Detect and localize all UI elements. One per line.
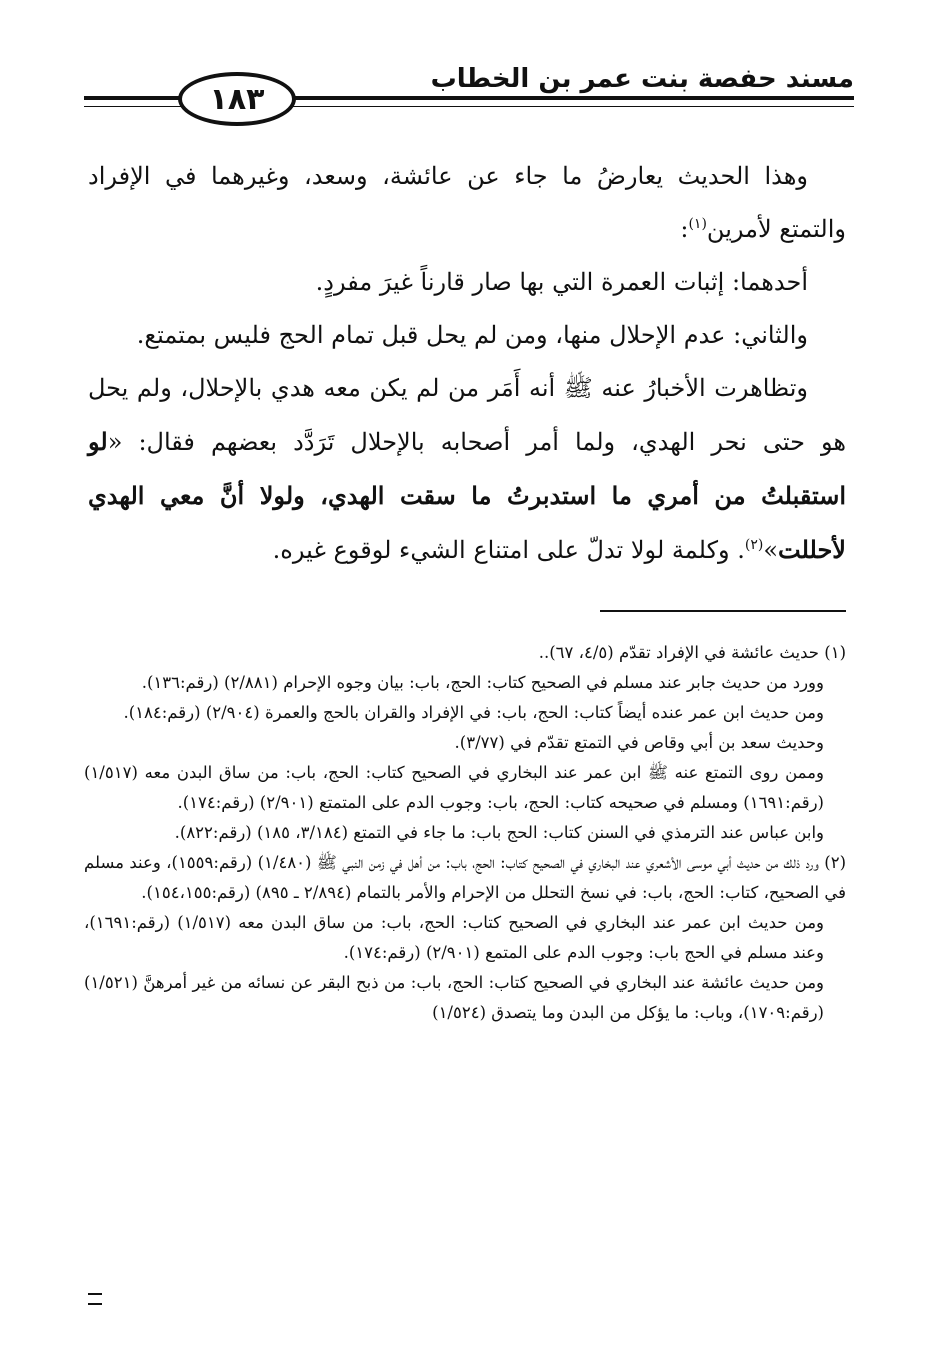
footnote-1-ibn-umar: ومن حديث ابن عمر عنده أيضاً كتاب: الحج، باب: في الإفراد والقران بالحج والعمرة (٢/٩٠٤) (رقم:١٨٤). — [123, 703, 824, 722]
continuation-mark — [88, 1293, 102, 1305]
header-title: مسند حفصة بنت عمر بن الخطاب — [430, 64, 854, 94]
footnote-separator — [600, 610, 846, 612]
paragraph-4-intro: وتظاهرت الأخبارُ عنه ﷺ أنه أَمَر من لم يكن معه هدي بالإحلال، ولم يحل هو حتى نحر الهدي، ولما أمر أصحابه بالإحلال تَرَدَّد بعضهم فقال: « — [88, 374, 847, 456]
paragraph-4-end: . وكلمة لولا تدلّ على امتناع الشيء لوقوع غيره. — [272, 536, 745, 564]
running-header — [84, 60, 854, 130]
paragraph-1-text: وهذا الحديث يعارضُ ما جاء عن عائشة، وسعد، وغيرهما في الإفراد والتمتع لأمرين — [88, 162, 846, 243]
footnote-2-ibn-umar: ومن حديث ابن عمر عند البخاري في الصحيح كتاب: الحج، باب: من ساق البدن معه (١/٥١٧) (رقم:١٦٩١)، وعند مسلم في الحج باب: وجوب الدم على المتمع (٢/٩٠١) (رقم:١٧٤). — [84, 913, 824, 962]
footnote-2-aisha: ومن حديث عائشة عند البخاري في الصحيح كتاب: الحج، باب: من ذبح البقر عن نسائه من غير أمرهنَّ (١/٥٢١) (رقم:١٧٠٩)، وباب: ما يؤكل من البدن وما يتصدق (١/٥٢٤) — [84, 973, 825, 1022]
footnote-ref-1: (١) — [688, 216, 707, 232]
footnote-1-ibn-abbas: وابن عباس عند الترمذي في السنن كتاب: الحج باب: ما جاء في التمتع (٣/١٨٤، ١٨٥) (رقم:٨٢٢). — [174, 823, 824, 842]
footnote-1: (١) حديث عائشة في الإفراد تقدّم (٤/٥، ٦٧).. — [538, 643, 846, 662]
footnotes — [84, 638, 846, 1028]
hadith-quote: لو استقبلتُ من أمري ما استدبرتُ ما سقت الهدي، ولولا أنَّ معي الهدي لأحللت — [88, 427, 846, 564]
footnote-1-jabir: وورد من حديث جابر عند مسلم في الصحيح كتاب: الحج، باب: بيان وجوه الإحرام (٢/٨٨١) (رقم:١٣٦). — [141, 673, 824, 692]
paragraph-3: والثاني: عدم الإحلال منها، ومن لم يحل قبل تمام الحج فليس بمتمتع. — [136, 321, 808, 349]
main-text — [88, 150, 846, 577]
quote-close: » — [763, 536, 779, 564]
paragraph-4 — [88, 362, 846, 577]
footnote-2: (٢) ورد ذلك من حديث أبي موسى الأشعري عند البخاري في الصحيح كتاب: الحج، باب: من أهل في زمن النبي ﷺ (١/٤٨٠) (رقم:١٥٥٩)، وعند مسلم في الصحيح، كتاب: الحج، باب: في نسخ التحلل من الإحرام والأمر بالتمام (٢/٨٩٤ ـ ٨٩٥) (رقم:١٥٤،١٥٥). — [84, 853, 846, 902]
footnote-ref-2: (٢) — [744, 537, 764, 553]
page-number: ١٨٣ — [178, 72, 296, 126]
paragraph-1-end: : — [680, 215, 689, 243]
paragraph-2: أحدهما: إثبات العمرة التي بها صار قارناً غيرَ مفردٍ. — [315, 268, 808, 296]
footnote-1-saad: وحديث سعد بن أبي وقاص في التمتع تقدّم في (٣/٧٧). — [454, 733, 824, 752]
paragraph-1 — [88, 150, 846, 256]
footnote-1-tamattu: وممن روى التمتع عنه ﷺ ابن عمر عند البخاري في الصحيح كتاب: الحج، باب: من ساق البدن معه (١/٥١٧) (رقم:١٦٩١) ومسلم في صحيحه كتاب: الحج، باب: وجوب الدم على المتمتع (٢/٩٠١) (رقم:١٧٤). — [84, 763, 824, 812]
